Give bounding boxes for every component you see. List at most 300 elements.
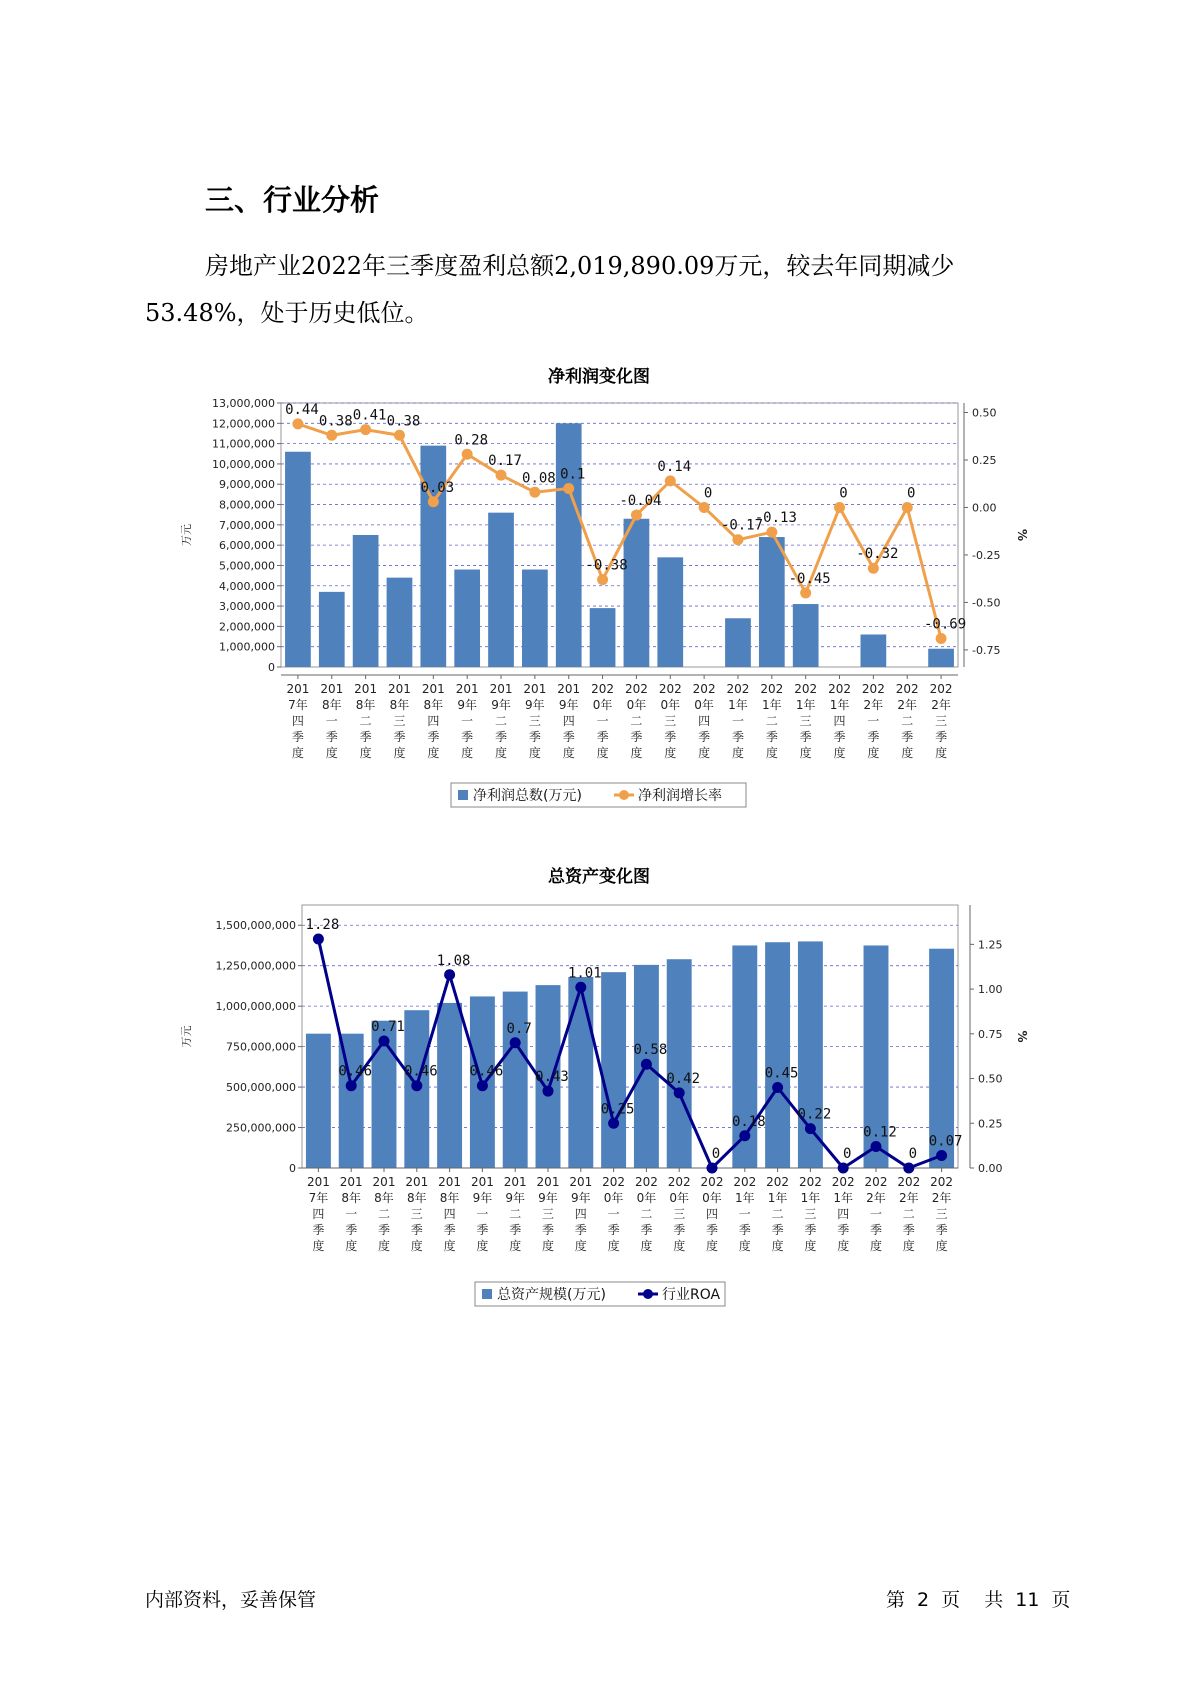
- data-label: -0.17: [720, 517, 764, 534]
- x-tick-label: 四: [698, 714, 711, 728]
- x-tick-label: 季: [410, 1223, 423, 1237]
- data-label: 0.46: [338, 1063, 373, 1080]
- x-tick-label: 0年: [626, 698, 647, 712]
- y-right-tick-label: -0.75: [972, 643, 1001, 657]
- x-tick-label: 四: [291, 714, 304, 728]
- x-tick-label: 度: [640, 1239, 653, 1253]
- legend-bar-label: 总资产规模(万元): [497, 1287, 606, 1303]
- x-tick-label: 8年: [374, 1191, 394, 1205]
- x-tick-label: 四: [833, 714, 846, 728]
- x-tick-label: 三: [799, 714, 812, 728]
- x-tick-label: 度: [804, 1239, 817, 1253]
- data-label: 0.14: [657, 458, 692, 475]
- legend-line-marker: [643, 1289, 653, 1299]
- data-label: -0.69: [923, 616, 967, 633]
- y-left-axis-label: 万元: [180, 1025, 193, 1048]
- x-tick-label: 9年: [525, 698, 545, 712]
- line-point: [510, 1037, 521, 1048]
- x-tick-label: 度: [476, 1239, 489, 1253]
- data-label: 0: [711, 1146, 721, 1162]
- x-tick-label: 四: [574, 1207, 587, 1221]
- x-tick-label: 8年: [406, 1191, 427, 1205]
- x-tick-label: 季: [443, 1223, 456, 1237]
- x-tick-label: 202: [667, 1175, 691, 1189]
- x-tick-label: 二: [359, 714, 372, 728]
- x-tick-label: 8年: [355, 698, 376, 712]
- x-tick-label: 201: [320, 682, 344, 696]
- x-tick-label: 201: [455, 682, 479, 696]
- x-tick-label: 202: [602, 1175, 626, 1189]
- x-tick-label: 8年: [341, 1191, 362, 1205]
- x-tick-label: 202: [861, 682, 885, 696]
- y-right-tick-label: -0.25: [972, 548, 1001, 562]
- x-tick-label: 度: [562, 746, 575, 760]
- data-label: -0.04: [619, 493, 662, 510]
- x-tick-label: 度: [312, 1239, 325, 1253]
- line-point: [707, 1163, 718, 1174]
- data-label: 0.17: [488, 453, 522, 470]
- x-tick-label: 度: [799, 746, 812, 760]
- x-tick-label: 季: [673, 1223, 686, 1237]
- x-tick-label: 9年: [505, 1191, 526, 1205]
- data-label: 0.22: [797, 1106, 832, 1123]
- x-tick-label: 季: [312, 1223, 325, 1237]
- x-tick-label: 9年: [538, 1191, 558, 1205]
- x-tick-label: 季: [640, 1223, 653, 1237]
- x-tick-label: 202: [897, 1175, 921, 1189]
- x-tick-label: 度: [731, 746, 744, 760]
- x-tick-label: 度: [574, 1239, 587, 1253]
- x-tick-label: 9年: [472, 1191, 493, 1205]
- bar: [503, 992, 528, 1168]
- bar: [306, 1034, 331, 1168]
- x-tick-label: 季: [902, 1223, 915, 1237]
- x-tick-label: 季: [698, 730, 711, 744]
- y-left-tick-label: 1,000,000: [219, 640, 275, 654]
- y-left-tick-label: 5,000,000: [219, 559, 275, 573]
- x-tick-label: 一: [731, 714, 744, 728]
- line-point: [477, 1080, 488, 1091]
- data-label: 0.45: [764, 1065, 799, 1082]
- x-tick-label: 202: [798, 1175, 822, 1189]
- x-tick-label: 度: [345, 1239, 358, 1253]
- x-tick-label: 度: [325, 746, 338, 760]
- x-tick-label: 度: [698, 746, 711, 760]
- x-tick-label: 度: [765, 746, 778, 760]
- bar: [339, 1034, 364, 1168]
- page-unit: 页: [941, 1589, 961, 1611]
- x-tick-label: 1年: [728, 698, 748, 712]
- x-tick-label: 度: [291, 746, 304, 760]
- line-point: [641, 1059, 652, 1070]
- x-tick-label: 2年: [931, 698, 951, 712]
- x-tick-label: 度: [867, 746, 880, 760]
- x-tick-label: 度: [935, 746, 948, 760]
- footer-page-info: [880, 1585, 1076, 1612]
- x-tick-label: 一: [607, 1207, 620, 1221]
- x-tick-label: 三: [528, 714, 541, 728]
- x-tick-label: 201: [523, 682, 547, 696]
- x-tick-label: 度: [901, 746, 914, 760]
- data-label: 0: [908, 1146, 918, 1162]
- x-tick-label: 季: [528, 730, 541, 744]
- x-tick-label: 度: [673, 1239, 686, 1253]
- x-tick-label: 8年: [389, 698, 410, 712]
- x-tick-label: 8年: [423, 698, 444, 712]
- x-tick-label: 二: [630, 714, 643, 728]
- x-tick-label: 201: [405, 1175, 429, 1189]
- y-left-tick-label: 12,000,000: [212, 417, 275, 431]
- x-tick-label: 一: [867, 714, 880, 728]
- x-tick-label: 1年: [795, 698, 816, 712]
- x-tick-label: 201: [557, 682, 581, 696]
- x-tick-label: 四: [837, 1207, 850, 1221]
- y-left-tick-label: 4,000,000: [219, 579, 275, 593]
- x-tick-label: 度: [630, 746, 643, 760]
- y-left-tick-label: 13,000,000: [212, 397, 275, 410]
- x-tick-label: 201: [569, 1175, 593, 1189]
- x-tick-label: 季: [804, 1223, 817, 1237]
- page-number: 2: [917, 1589, 930, 1611]
- x-tick-label: 度: [461, 746, 474, 760]
- x-tick-label: 二: [640, 1207, 653, 1221]
- x-tick-label: 202: [658, 682, 682, 696]
- x-tick-label: 8年: [439, 1191, 460, 1205]
- x-tick-label: 202: [634, 1175, 658, 1189]
- y-right-tick-label: 1.00: [978, 983, 1003, 997]
- y-left-axis-label: 万元: [180, 524, 193, 546]
- x-tick-label: 季: [476, 1223, 489, 1237]
- x-tick-label: 9年: [491, 698, 511, 712]
- x-tick-label: 201: [354, 682, 378, 696]
- x-tick-label: 季: [901, 730, 914, 744]
- y-left-tick-label: 2,000,000: [219, 620, 275, 634]
- x-tick-label: 二: [771, 1207, 784, 1221]
- x-tick-label: 二: [509, 1207, 522, 1221]
- x-tick-label: 季: [541, 1223, 555, 1237]
- x-tick-label: 季: [495, 730, 508, 744]
- line-point: [674, 1087, 685, 1098]
- line-point: [608, 1118, 619, 1129]
- x-tick-label: 7年: [288, 698, 308, 712]
- x-tick-label: 202: [760, 682, 784, 696]
- y-right-tick-label: 0.00: [972, 501, 997, 515]
- x-tick-label: 季: [867, 730, 880, 744]
- x-tick-label: 度: [664, 746, 677, 760]
- data-label: 1.01: [567, 965, 602, 982]
- x-tick-label: 2年: [898, 1191, 919, 1205]
- x-tick-label: 季: [345, 1223, 358, 1237]
- x-tick-label: 三: [935, 1207, 948, 1221]
- x-tick-label: 季: [935, 730, 948, 744]
- x-tick-label: 三: [410, 1207, 423, 1221]
- x-tick-label: 季: [509, 1223, 522, 1237]
- chart1-title: 净利润变化图: [548, 367, 650, 387]
- x-tick-label: 度: [509, 1239, 522, 1253]
- line-point: [838, 1163, 849, 1174]
- x-tick-label: 三: [393, 714, 406, 728]
- x-tick-label: 四: [427, 714, 440, 728]
- chart2-title: 总资产变化图: [548, 867, 650, 887]
- x-tick-label: 一: [869, 1207, 883, 1221]
- x-tick-label: 202: [828, 682, 851, 696]
- x-tick-label: 季: [607, 1223, 620, 1237]
- bar: [437, 1003, 462, 1168]
- data-label: -0.38: [585, 557, 628, 574]
- data-label: 0.46: [403, 1063, 438, 1080]
- data-label: 0: [703, 485, 713, 502]
- x-tick-label: 季: [837, 1223, 850, 1237]
- x-tick-label: 三: [804, 1207, 817, 1221]
- y-right-tick-label: 0.75: [978, 1027, 1003, 1041]
- y-left-tick-label: 250,000,000: [226, 1121, 296, 1135]
- x-tick-label: 季: [799, 730, 812, 744]
- x-tick-label: 度: [541, 1239, 555, 1253]
- total-unit: 页: [1051, 1589, 1071, 1611]
- x-tick-label: 2年: [897, 698, 918, 712]
- x-tick-label: 度: [833, 746, 846, 760]
- data-label: 0.18: [731, 1113, 766, 1130]
- line-point: [739, 1130, 750, 1141]
- bar: [765, 942, 790, 1168]
- y-left-tick-label: 1,000,000,000: [215, 1000, 296, 1014]
- page-prefix: 第: [886, 1589, 906, 1611]
- x-tick-label: 0年: [669, 1191, 690, 1205]
- data-label: 0.42: [666, 1070, 701, 1087]
- x-tick-label: 0年: [603, 1191, 624, 1205]
- y-right-tick-label: 0.50: [978, 1072, 1003, 1086]
- y-left-tick-label: 0: [289, 1162, 296, 1175]
- x-tick-label: 四: [705, 1207, 719, 1221]
- x-tick-label: 季: [427, 730, 440, 744]
- line-point: [411, 1080, 422, 1091]
- data-label: 1.08: [436, 952, 471, 969]
- data-label: -0.45: [788, 570, 831, 587]
- line-point: [379, 1035, 390, 1046]
- line-point: [444, 969, 455, 980]
- x-tick-label: 季: [738, 1223, 751, 1237]
- y-right-axis-label: %: [1015, 1030, 1029, 1043]
- x-tick-label: 201: [388, 682, 411, 696]
- x-tick-label: 一: [476, 1207, 489, 1221]
- line-point: [772, 1082, 783, 1093]
- y-left-tick-label: 1,250,000,000: [215, 959, 296, 973]
- data-label: 0: [907, 485, 916, 502]
- x-tick-label: 1年: [833, 1191, 854, 1205]
- x-tick-label: 9年: [457, 698, 477, 712]
- y-left-tick-label: 11,000,000: [212, 437, 275, 451]
- line-point: [543, 1086, 554, 1097]
- data-label: 0.58: [633, 1042, 668, 1059]
- x-tick-label: 201: [503, 1175, 527, 1189]
- data-label: 1.28: [305, 916, 340, 933]
- x-tick-label: 1年: [734, 1191, 755, 1205]
- data-label: -0.13: [754, 510, 797, 527]
- x-tick-label: 1年: [767, 1191, 788, 1205]
- x-tick-label: 四: [443, 1207, 456, 1221]
- data-label: 0.7: [506, 1020, 532, 1037]
- data-label: 0.1: [560, 466, 586, 483]
- data-label: 0: [842, 1146, 852, 1162]
- y-right-tick-label: -0.50: [972, 596, 1001, 610]
- x-tick-label: 201: [489, 682, 513, 696]
- x-tick-label: 0年: [702, 1191, 722, 1205]
- y-right-tick-label: 0.50: [972, 406, 997, 420]
- x-tick-label: 一: [738, 1207, 751, 1221]
- x-tick-label: 202: [895, 682, 919, 696]
- data-label: 0.25: [600, 1101, 635, 1118]
- total-pages: 11: [1015, 1589, 1040, 1611]
- x-tick-label: 季: [731, 730, 744, 744]
- y-right-tick-label: 1.25: [978, 938, 1003, 952]
- line-point: [936, 1150, 947, 1161]
- x-tick-label: 一: [596, 714, 609, 728]
- x-tick-label: 度: [935, 1239, 948, 1253]
- y-left-tick-label: 500,000,000: [226, 1081, 296, 1095]
- x-tick-label: 201: [536, 1175, 560, 1189]
- x-tick-label: 8年: [321, 698, 342, 712]
- x-tick-label: 度: [596, 746, 609, 760]
- data-label: 0.44: [285, 401, 319, 418]
- data-label: 0.03: [420, 479, 455, 496]
- x-tick-label: 二: [495, 714, 508, 728]
- x-tick-label: 二: [902, 1207, 915, 1221]
- x-tick-label: 度: [443, 1239, 456, 1253]
- line-point: [575, 982, 586, 993]
- x-tick-label: 度: [705, 1239, 719, 1253]
- y-left-tick-label: 0: [268, 661, 275, 674]
- data-label: 0.71: [371, 1018, 405, 1035]
- x-tick-label: 202: [794, 682, 818, 696]
- x-tick-label: 2年: [866, 1191, 886, 1205]
- data-label: 0.08: [522, 470, 556, 487]
- x-tick-label: 季: [574, 1223, 587, 1237]
- section-heading: 三、行业分析: [205, 183, 380, 217]
- x-tick-label: 202: [624, 682, 648, 696]
- x-tick-label: 一: [345, 1207, 358, 1221]
- x-tick-label: 季: [869, 1223, 883, 1237]
- summary-paragraph: 房地产业2022年三季度盈利总额2,019,890.09万元，较去年同期减少53.48%，处于历史低位。: [145, 252, 955, 327]
- x-tick-label: 三: [541, 1207, 555, 1221]
- data-label: 0.07: [928, 1133, 963, 1150]
- x-tick-label: 二: [901, 714, 914, 728]
- y-left-tick-label: 8,000,000: [219, 498, 275, 512]
- x-tick-label: 202: [700, 1175, 724, 1189]
- bar: [667, 959, 692, 1168]
- x-tick-label: 0年: [660, 698, 681, 712]
- y-right-tick-label: 0.25: [972, 453, 997, 467]
- x-tick-label: 季: [291, 730, 304, 744]
- x-tick-label: 季: [596, 730, 609, 744]
- x-tick-label: 度: [377, 1239, 391, 1253]
- x-tick-label: 202: [726, 682, 750, 696]
- y-right-tick-label: 0.00: [978, 1162, 1003, 1175]
- x-tick-label: 季: [765, 730, 778, 744]
- total-prefix: 共: [984, 1589, 1004, 1611]
- x-tick-label: 度: [738, 1239, 751, 1253]
- y-left-tick-label: 6,000,000: [219, 539, 275, 553]
- x-tick-label: 度: [607, 1239, 620, 1253]
- x-tick-label: 201: [306, 1175, 330, 1189]
- x-tick-label: 季: [833, 730, 846, 744]
- data-label: 0.41: [352, 407, 387, 424]
- x-tick-label: 202: [733, 1175, 757, 1189]
- x-tick-label: 0年: [694, 698, 714, 712]
- y-left-tick-label: 9,000,000: [219, 478, 275, 492]
- x-tick-label: 202: [831, 1175, 855, 1189]
- line-point: [346, 1080, 357, 1091]
- y-left-tick-label: 750,000,000: [226, 1040, 296, 1054]
- x-tick-label: 三: [664, 714, 677, 728]
- x-tick-label: 201: [421, 682, 445, 696]
- x-tick-label: 季: [705, 1223, 719, 1237]
- x-tick-label: 9年: [558, 698, 579, 712]
- x-tick-label: 度: [528, 746, 541, 760]
- x-tick-label: 三: [935, 714, 948, 728]
- data-label: 0.43: [535, 1069, 569, 1086]
- y-left-tick-label: 3,000,000: [219, 600, 275, 614]
- x-tick-label: 季: [393, 730, 406, 744]
- x-tick-label: 度: [837, 1239, 850, 1253]
- data-label: 0.28: [454, 432, 489, 449]
- x-tick-label: 1年: [762, 698, 782, 712]
- line-point: [313, 933, 324, 944]
- x-tick-label: 201: [372, 1175, 396, 1189]
- x-tick-label: 四: [562, 714, 575, 728]
- y-left-tick-label: 1,500,000,000: [215, 919, 296, 933]
- data-label: 0: [839, 485, 848, 502]
- x-tick-label: 度: [427, 746, 440, 760]
- bar: [568, 977, 593, 1168]
- x-tick-label: 1年: [800, 1191, 821, 1205]
- x-tick-label: 度: [495, 746, 508, 760]
- bar: [601, 972, 626, 1168]
- x-tick-label: 2年: [931, 1191, 952, 1205]
- x-tick-label: 度: [410, 1239, 423, 1253]
- x-tick-label: 202: [766, 1175, 790, 1189]
- x-tick-label: 201: [339, 1175, 363, 1189]
- x-tick-label: 202: [864, 1175, 888, 1189]
- x-tick-label: 0年: [636, 1191, 657, 1205]
- x-tick-label: 202: [929, 682, 953, 696]
- x-tick-label: 202: [930, 1175, 954, 1189]
- x-tick-label: 季: [325, 730, 338, 744]
- x-tick-label: 三: [673, 1207, 686, 1221]
- line-point: [871, 1141, 882, 1152]
- x-tick-label: 季: [771, 1223, 784, 1237]
- x-tick-label: 季: [359, 730, 372, 744]
- x-tick-label: 一: [461, 714, 474, 728]
- line-point: [805, 1123, 816, 1134]
- x-tick-label: 度: [359, 746, 372, 760]
- x-tick-label: 二: [377, 1207, 391, 1221]
- data-label: 0.12: [863, 1124, 897, 1141]
- x-tick-label: 7年: [308, 1191, 329, 1205]
- y-left-tick-label: 7,000,000: [219, 518, 275, 532]
- legend-bar-swatch: [482, 1289, 492, 1299]
- x-tick-label: 9年: [570, 1191, 591, 1205]
- line-point: [903, 1163, 914, 1174]
- x-tick-label: 202: [591, 682, 615, 696]
- x-tick-label: 201: [286, 682, 310, 696]
- x-tick-label: 一: [325, 714, 338, 728]
- data-label: 0.38: [318, 413, 353, 430]
- x-tick-label: 度: [393, 746, 406, 760]
- x-tick-label: 度: [869, 1239, 883, 1253]
- x-tick-label: 201: [470, 1175, 494, 1189]
- x-tick-label: 四: [312, 1207, 325, 1221]
- data-label: -0.32: [856, 546, 899, 563]
